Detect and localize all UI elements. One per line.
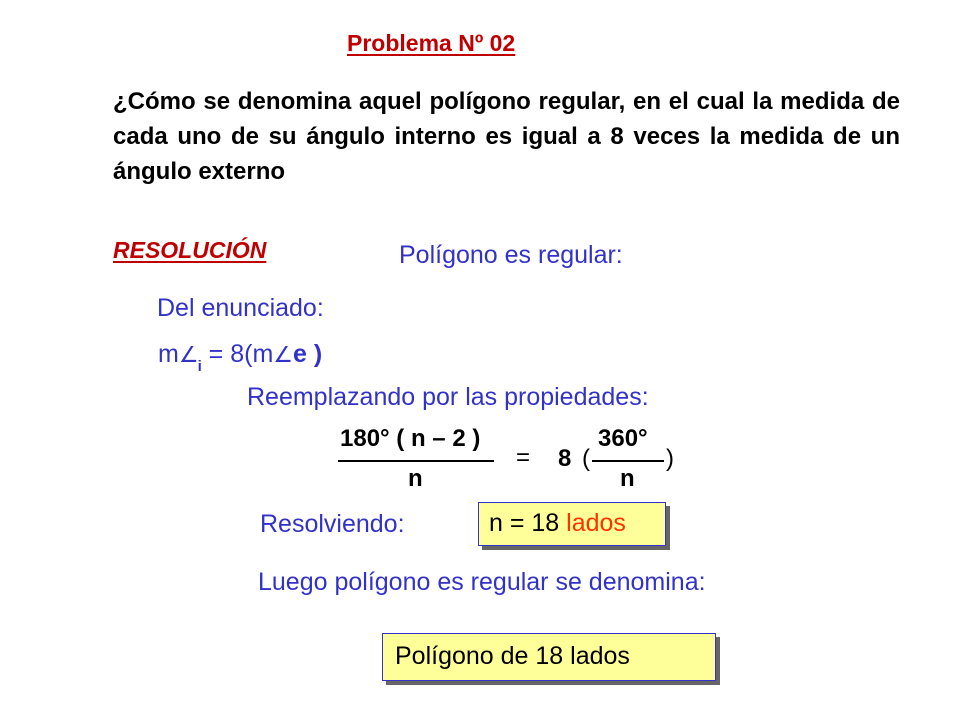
factor: 8 — [558, 445, 572, 472]
right-numerator: 360° — [598, 425, 648, 452]
angle-icon: ∠ — [178, 342, 199, 367]
left-numerator: 180° ( n – 2 ) — [340, 425, 481, 452]
result-value: n = 18 — [489, 509, 560, 537]
angle-equation — [158, 340, 323, 375]
left-denominator: n — [408, 465, 423, 492]
close-paren: ) — [666, 445, 674, 472]
angle-eq-m: m — [158, 340, 179, 368]
angle-eq-close: ) — [306, 340, 323, 368]
angle-icon: ∠ — [273, 342, 294, 367]
fraction-equation — [330, 425, 690, 495]
result-box — [478, 502, 666, 546]
open-paren: ( — [582, 445, 590, 472]
right-denominator: n — [620, 465, 635, 492]
regular-polygon-label: Polígono es regular: — [399, 241, 623, 269]
resolution-heading: RESOLUCIÓN — [113, 237, 267, 263]
right-fraction-bar — [592, 460, 664, 462]
equals-sign: = — [516, 444, 531, 471]
angle-eq-equals: = 8(m — [201, 340, 274, 368]
angle-eq-subscript: i — [197, 358, 202, 375]
problem-question: ¿Cómo se denomina aquel polígono regular, en el cual la medida de cada uno de su ángulo interno es igual a 8 veces la medida de un ángulo externo — [113, 88, 900, 185]
final-answer-box: Polígono de 18 lados — [382, 633, 716, 681]
angle-eq-var: e — [293, 340, 307, 368]
result-unit: lados — [566, 509, 626, 537]
statement-label: Del enunciado: — [157, 294, 324, 322]
problem-title: Problema Nº 02 — [347, 30, 516, 56]
resolving-label: Resolviendo: — [260, 510, 405, 538]
left-fraction-bar — [338, 460, 494, 462]
replace-label: Reemplazando por las propiedades: — [247, 383, 649, 411]
conclusion-label: Luego polígono es regular se denomina: — [258, 568, 706, 596]
